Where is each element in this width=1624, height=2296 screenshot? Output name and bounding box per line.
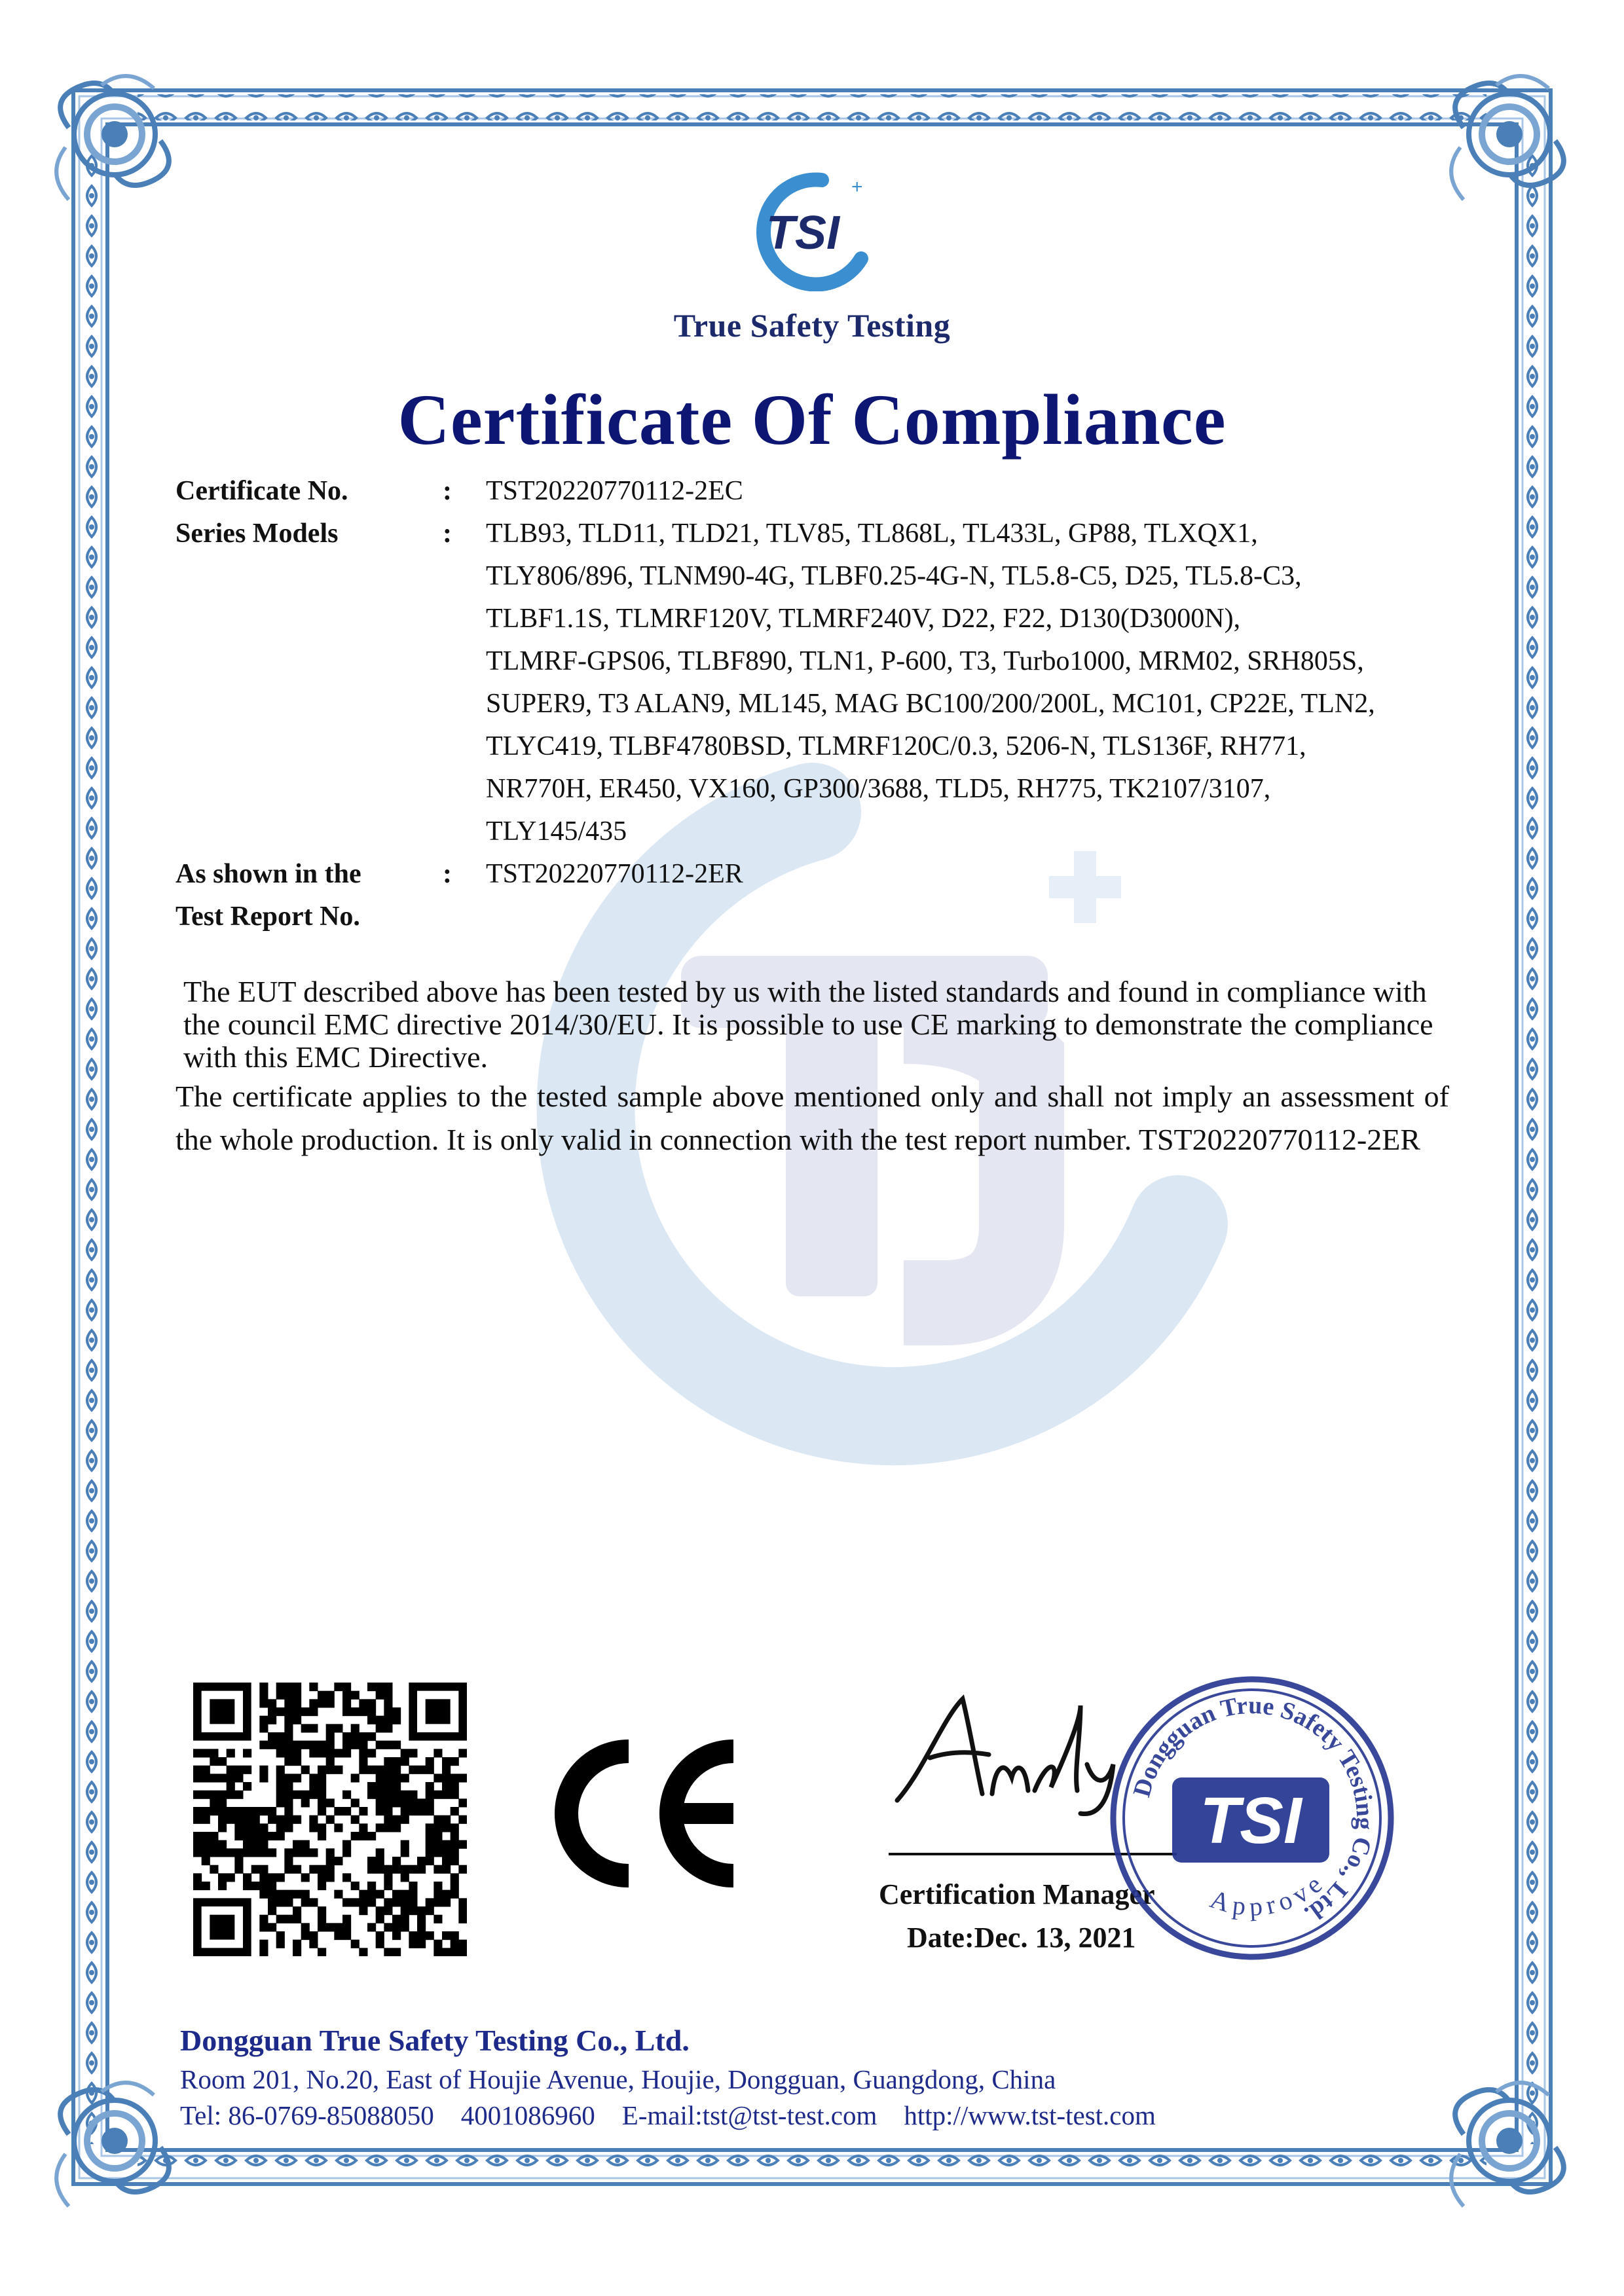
model-line: SUPER9, T3 ALAN9, ML145, MAG BC100/200/200L, MC101, CP22E, TLN2, <box>486 689 1375 719</box>
footer-company: Dongguan True Safety Testing Co., Ltd. <box>180 2024 690 2057</box>
certificate-title: Certificate Of Compliance <box>397 380 1227 460</box>
model-line: TLY806/896, TLNM90-4G, TLBF0.25-4G-N, TL5.8-C5, D25, TL5.8-C3, <box>486 561 1302 591</box>
ce-mark <box>530 1738 745 1889</box>
approval-stamp <box>1107 1673 1398 1964</box>
qr-code[interactable] <box>193 1683 467 1956</box>
footer-contact[interactable]: Tel: 86-0769-85088050 4001086960 E-mail:tst@tst-test.com http://www.tst-test.com <box>180 2100 1156 2130</box>
ce-text: CE <box>530 1738 532 1739</box>
colon: : <box>443 519 452 549</box>
model-line: TLY145/435 <box>486 816 627 847</box>
model-line: TLB93, TLD11, TLD21, TLV85, TL868L, TL433L, GP88, TLXQX1, <box>486 519 1258 549</box>
stamp-center-text: TSI <box>1200 1784 1302 1857</box>
series-models-label: Series Models <box>175 519 339 549</box>
certificate-info <box>175 470 1452 938</box>
svg-text:Approve <box>1207 1866 1331 1921</box>
model-line: TLBF1.1S, TLMRF120V, TLMRF240V, D22, F22, D130(D3000N), <box>486 604 1241 634</box>
signature-date: Date:Dec. 13, 2021 <box>907 1922 1136 1954</box>
colon: : <box>443 859 452 889</box>
test-report-row <box>175 853 1452 938</box>
test-report-label-line1: As shown in the <box>175 859 361 889</box>
model-line: TLMRF-GPS06, TLBF890, TLN1, P-600, T3, Turbo1000, MRM02, SRH805S, <box>486 646 1364 676</box>
scope-disclaimer: The certificate applies to the tested sample above mentioned only and shall not imply an assessment of the whole production. It is only valid in connection with the test report number. TST20220770112-2ER <box>175 1080 1449 1156</box>
brand-name: True Safety Testing <box>673 307 951 344</box>
logo-text: TSI <box>766 207 840 259</box>
series-models-row <box>175 513 1452 853</box>
stamp-bottom-text: Approve <box>1206 1866 1332 1922</box>
certificate-no-label: Certificate No. <box>175 476 348 506</box>
series-models-list <box>486 513 1452 853</box>
certificate-no-row <box>175 470 1452 513</box>
svg-text:+: + <box>851 176 863 198</box>
stamp-ring-text: Dongguan True Safety Testing Co., Ltd. <box>1128 1691 1379 1929</box>
model-line: NR770H, ER450, VX160, GP300/3688, TLD5, RH775, TK2107/3107, <box>486 774 1271 804</box>
certificate-no-value: TST20220770112-2EC <box>486 476 743 506</box>
tsi-logo <box>740 167 871 291</box>
footer-address: Room 201, No.20, East of Houjie Avenue, Houjie, Dongguan, Guangdong, China <box>180 2064 1056 2094</box>
colon: : <box>443 476 452 506</box>
test-report-label <box>175 853 443 938</box>
compliance-statement: The EUT described above has been tested by us with the listed standards and found in compliance with the council EMC directive 2014/30/EU. It is possible to use CE marking to demonstrate the compliance with this EMC Directive. <box>183 975 1433 1074</box>
test-report-value: TST20220770112-2ER <box>486 859 743 889</box>
model-line: TLYC419, TLBF4780BSD, TLMRF120C/0.3, 5206-N, TLS136F, RH771, <box>486 731 1306 761</box>
test-report-label-line2: Test Report No. <box>175 902 360 932</box>
signer-role: Certification Manager <box>879 1878 1155 1910</box>
